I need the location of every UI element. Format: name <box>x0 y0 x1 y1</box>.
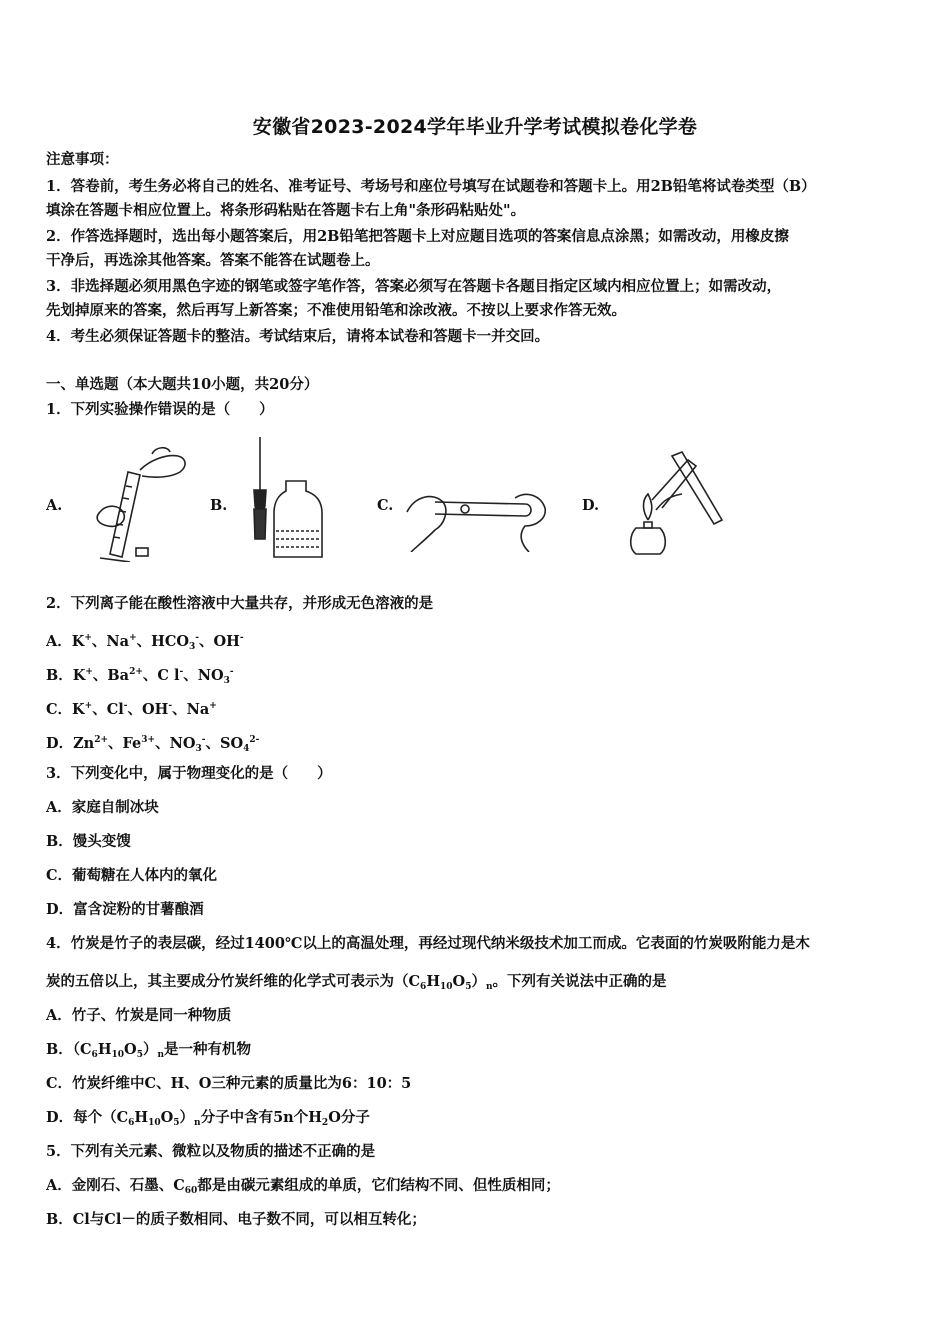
q3-option-b: B．馒头变馊 <box>46 833 131 850</box>
q2-option-a: A．K+、Na+、$HCO_3^-$、OH- <box>46 633 244 652</box>
q1-option-d-label: D. <box>582 497 600 514</box>
question-3-stem: 3．下列变化中，属于物理变化的是（ ） <box>46 765 332 782</box>
question-2-stem: 2．下列离子能在酸性溶液中大量共存，并形成无色溶液的是 <box>46 595 434 612</box>
section-heading: 一、单选题（本大题共10小题，共20分） <box>46 376 319 393</box>
q4-option-a: A．竹子、竹炭是同一种物质 <box>46 1007 232 1024</box>
q4-option-d: D．每个$(C_6H_{10}O_5)_n$分子中含有5n个$H_2O$分子 <box>46 1109 370 1128</box>
q4-option-b: B．$(C_6H_{10}O_5)_n$是一种有机物 <box>46 1041 251 1060</box>
dropper-and-bottle-illustration <box>240 435 330 565</box>
test-tube-heating-hands-illustration <box>405 482 550 552</box>
q5-option-a: A．金刚石、石墨、$C_{60}$都是由碳元素组成的单质，它们结构不同、但性质相同； <box>46 1177 560 1196</box>
notice-line: 2．作答选择题时，选出每小题答案后，用2B铅笔把答题卡上对应题目选项的答案信息点涂黑；如需改动，用橡皮擦 <box>46 228 789 245</box>
q4-option-c: C．竹炭纤维中C、H、O三种元素的质量比为6：10：5 <box>46 1075 412 1092</box>
q1-option-a-label: A. <box>46 497 63 514</box>
q2-option-b: B．K+、$Ba^{2+}$、C l-、$NO_3^-$ <box>46 667 234 686</box>
q2-option-c: C．K+、Cl-、OH-、Na+ <box>46 701 217 718</box>
q3-option-a: A．家庭自制冰块 <box>46 799 159 816</box>
notice-line: 3．非选择题必须用黑色字迹的钢笔或签字笔作答，答案必须写在答题卡各题目指定区域内相应位置上；如需改动， <box>46 278 782 295</box>
question-1-stem: 1．下列实验操作错误的是（ ） <box>46 401 274 418</box>
question-5-stem: 5．下列有关元素、微粒以及物质的描述不正确的是 <box>46 1143 376 1160</box>
q1-option-c-label: C. <box>377 497 394 514</box>
notice-line: 1．答卷前，考生务必将自己的姓名、准考证号、考场号和座位号填写在试题卷和答题卡上。用2B铅笔将试卷类型（B） <box>46 178 816 195</box>
q2-option-d: D．$Zn^{2+}$、$Fe^{3+}$、$NO_3^-$、$SO_4^{2-}$ <box>46 735 260 754</box>
q5-option-b: B．Cl与Cl－的质子数相同、电子数不同，可以相互转化； <box>46 1211 426 1228</box>
q3-option-c: C．葡萄糖在人体内的氧化 <box>46 867 218 884</box>
notice-line: 先划掉原来的答案，然后再写上新答案；不准使用铅笔和涂改液。不按以上要求作答无效。 <box>46 302 626 319</box>
question-4-stem-line1: 4．竹炭是竹子的表层碳，经过1400℃以上的高温处理，再经过现代纳米级技术加工而成。它表面的竹炭吸附能力是木 <box>46 935 810 952</box>
q1-option-b-label: B. <box>210 497 228 514</box>
notice-line: 干净后，再选涂其他答案。答案不能答在试题卷上。 <box>46 252 380 269</box>
q3-option-d: D．富含淀粉的甘薯酿酒 <box>46 901 204 918</box>
notice-line: 4．考生必须保证答题卡的整洁。考试结束后，请将本试卷和答题卡一并交回。 <box>46 328 550 345</box>
alcohol-lamp-heating-illustration <box>612 450 727 565</box>
measuring-cylinder-pouring-illustration <box>80 442 192 562</box>
notice-line: 填涂在答题卡相应位置上。将条形码粘贴在答题卡右上角"条形码粘贴处"。 <box>46 202 526 219</box>
page-title: 安徽省2023-2024学年毕业升学考试模拟卷化学卷 <box>252 116 698 138</box>
question-4-stem-line2: 炭的五倍以上，其主要成分竹炭纤维的化学式可表示为$(C_6H_{10}O_5)_n$。下列有关说法中正确的是 <box>46 973 667 992</box>
notice-heading: 注意事项： <box>46 151 119 168</box>
